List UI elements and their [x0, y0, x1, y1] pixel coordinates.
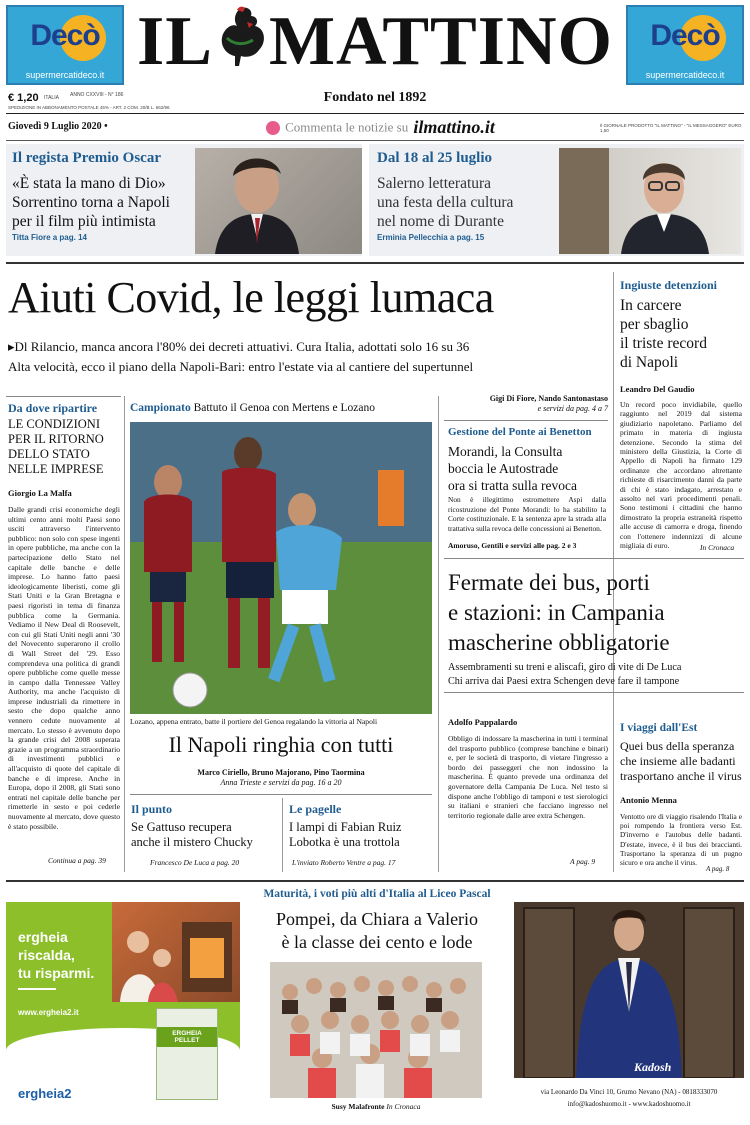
sport-headline[interactable]: Il Napoli ringhia con tutti [168, 732, 394, 757]
kadosh-logo: Kadosh [634, 1060, 672, 1074]
ergheia-photo [112, 902, 240, 1002]
punto-kicker: Il punto [131, 802, 173, 816]
center-column-rule [438, 396, 439, 872]
punto-box[interactable] [128, 798, 278, 872]
sidebar-author: Leandro Del Gaudio [620, 384, 695, 394]
masthead-ad-left[interactable] [6, 5, 124, 85]
headline-line: che insieme alle badanti [620, 754, 736, 768]
pagelle-byline: L'inviato Roberto Ventre a pag. 17 [292, 858, 396, 867]
price-note: ITALIA [44, 95, 59, 101]
headline-line: anche il mistero Chucky [131, 835, 253, 849]
masks-ref: A pag. 9 [570, 857, 596, 866]
issue-date: Giovedì 9 Luglio 2020 • [8, 121, 108, 132]
headline-line: LE CONDIZIONI [8, 417, 100, 431]
headline-line: Quei bus della speranza [620, 739, 735, 753]
masks-top-rule [444, 558, 744, 559]
benetton-headline[interactable] [448, 443, 577, 494]
headline-line: I lampi di Fabian Ruiz [289, 820, 402, 834]
pagelle-headline [289, 820, 401, 850]
main-sub1: ▸Dl Rilancio, manca ancora l'80% dei decreti attuativi. Cura Italia, adottati solo 16 su 36 [8, 339, 470, 354]
founded: Fondato nel 1892 [323, 90, 427, 105]
maturita-byline: Susy Malafronte [331, 1102, 385, 1111]
teaser-headline [12, 174, 170, 231]
left-body: Dalle grandi crisi economiche degli ultimi cento anni molti Paesi sono usciti attraverso l'intervento pubblico: non solo con spese ingenti in opere pubbliche, ma anche con la partecipazione dello Stato nel capitale delle banche e delle imprese. Lo hanno fatto paesi ideologicamente liberisti, come gli Stati Uniti e la Gran Bretagna e paesi rigoristi in tema di finanza pubblica come la Germania. Vediamo il New Deal di Roosevelt, con cui gli Stati Uniti negli anni '30 del Novecento superarono il crollo di Wall Street del '29. Esso comprendeva una politica di grandi opere pubbliche come quelle messe in campo dalla Tennessee Valley Authority, ma anche l'acquisto di imprese industriali da rimettere in sesto che dopo qualche anno vennero cedute nuovamente al mercato. Lo stesso è avvenuto dopo la grande crisi del 2008 superata grazie a un programma straordinario di investimenti pubblici e all'acquisto di quote del capitale di banche e di imprese. Anche in Europa, dopo il 2008, gli Stati sono entrati nel capitale delle banche per rimetterle in sesto e poi cederle nuovamente al mercato, dove questo è stato possibile. [8, 505, 120, 831]
headline-line: Fermate dei bus, porti [448, 570, 650, 595]
masks-body: Obbligo di indossare la mascherina in tutti i terminal del trasporto pubblico (comprese banchine e binari) e, per le società di trasporto, di vietare l'ingresso a bordo dei passeggeri che non indossino la mascherina. È quanto prevede una ordinanza del governatore della Campania De Luca. Nel testo si dispone anche l'obbligo di tamponi e test sierologici su italiani e stranieri che facciano ingresso nel territorio regionale dalle aree extra Schengen. [448, 734, 608, 820]
main-headline[interactable]: Aiuti Covid, le leggi lumaca [8, 273, 494, 322]
comment-prefix: Commenta le notizie su [285, 119, 409, 135]
sport-kicker-row [130, 402, 375, 414]
masks-sub2: Chi arriva dai Paesi extra Schengen deve fare il tampone [448, 676, 680, 687]
headline-line: una festa della cultura [377, 194, 514, 211]
masks-headline[interactable] [448, 568, 670, 658]
teaser-byline: Titta Fiore a pag. 14 [12, 233, 87, 242]
kadosh-address: via Leonardo Da Vinci 10, Grumo Nevano (NA) - 0818333070 [540, 1088, 718, 1096]
pellet-bag-label: ERGHEIA PELLET [157, 1027, 217, 1047]
viaggi-body: Ventotto ore di viaggio risalendo l'Italia e poi rompendo la frontiera verso Est. D'inverno e l'autobus delle badanti. D'estate, invece, è il bus dei braccianti. Trasportano la speranza di un pugno sicuro e ora anche il virus. [620, 812, 742, 868]
sorrentino-photo [195, 148, 362, 254]
masthead-divider [6, 113, 744, 114]
masks-mid-rule [444, 692, 744, 693]
sidebar-kicker: Ingiuste detenzioni [620, 278, 718, 292]
deco-logo: Decò [30, 19, 100, 52]
sidebar-headline[interactable] [620, 296, 707, 372]
slogan-line: tu risparmi. [18, 965, 95, 981]
headline-line: Salerno letteratura [377, 175, 492, 192]
main-byline: Gigi Di Fiore, Nando Santonastaso [489, 394, 608, 403]
headline-line: Morandi, la Consulta [448, 444, 563, 459]
pagelle-kicker: Le pagelle [289, 802, 342, 816]
sport-kicker: Campionato [130, 402, 191, 414]
rooster-icon [213, 4, 269, 70]
headline-line: trasportano anche il virus [620, 769, 742, 783]
teaser-headline [377, 174, 513, 231]
kadosh-ad[interactable] [514, 902, 744, 1118]
title-part2: MATTINO [268, 3, 613, 80]
benetton-kicker: Gestione del Ponte ai Benetton [448, 426, 592, 438]
teaser-sorrentino[interactable] [6, 144, 362, 256]
maturita-ref: In Cronaca [386, 1102, 421, 1111]
masks-sub1: Assembramenti su treni e aliscafi, giro di vite di De Luca [448, 662, 682, 673]
punto-headline [131, 820, 253, 850]
maturita-headline[interactable] [248, 908, 506, 954]
main-services: e servizi da pag. 4 a 7 [537, 404, 608, 413]
headline-line: di Napoli [620, 354, 679, 371]
sidebar-body: Un record poco invidiabile, quello raggiunto nel 2019 dal sistema giudiziario napoletano. Parliamo del primato in materia di ingiusta detenzione. Secondo la stima del ministero della Giustizia, la Corte di Appello di Napoli ha firmato 129 ordinanze che accordano altrettante richieste di risarcimento danni da parte di chi è stato indagato, arrestato e assolto nel vari procedimenti penali. Sono testimoni i cittadini che hanno dimostrato la propria estraneità rispetto alle accuse di camorra e droga, finendo con l'ottenere indennizzi di alcune migliaia di euro. [620, 400, 742, 551]
left-column-rule [124, 396, 125, 872]
class-photo[interactable] [270, 962, 482, 1098]
masthead-ad-right[interactable] [626, 5, 744, 85]
headline-line: Pompei, da Chiara a Valerio [275, 909, 479, 929]
teaser-kicker: Dal 18 al 25 luglio [377, 150, 493, 166]
headline-line: DELLO STATO [8, 447, 90, 461]
headline-line: è la classe dei cento e lode [281, 932, 473, 952]
deco-logo: Decò [650, 19, 720, 52]
left-kicker: Da dove ripartire [8, 401, 98, 415]
teaser-salerno[interactable] [369, 144, 744, 256]
benetton-body: Non è illegittimo estromettere Aspi dalla ricostruzione del Ponte Morandi: lo ha stabilito la Corte costituzionale. E la sentenza apre la strada alla trattativa sulla revoca delle concessioni ai Benetton. [448, 495, 606, 533]
headline-line: per sbaglio [620, 316, 689, 333]
teaser-byline: Erminia Pellecchia a pag. 15 [377, 233, 485, 242]
headline-line: ora si tratta sulla revoca [448, 478, 577, 493]
viaggi-headline[interactable] [620, 739, 742, 784]
sport-kicker-rest: Battuto il Genoa con Mertens e Lozano [193, 402, 375, 414]
comment-bar[interactable] [266, 117, 495, 139]
legal-left: SPEDIZIONE IN ABBONAMENTO POSTALE 45% - ART. 2 COM. 20/B L. 662/96 [8, 105, 170, 110]
kadosh-contact[interactable]: info@kadoshuomo.it - www.kadoshuomo.it [567, 1100, 691, 1108]
sport-caption: Lozano, appena entrato, batte il portiere del Genoa regalando la vittoria al Napoli [130, 717, 378, 726]
headline-line: Sorrentino torna a Napoli [12, 194, 170, 211]
date-divider [6, 140, 744, 141]
issue-info: ANNO CXXVIII - N° 186 [70, 92, 124, 98]
slogan-line: riscalda, [18, 947, 75, 963]
ergheia-logo: ergheia2 [18, 1086, 72, 1101]
comment-icon [266, 121, 280, 135]
sidebar-ref: In Cronaca [700, 543, 735, 552]
viaggi-ref: A pag. 8 [706, 865, 730, 873]
sport-byline: Marco Ciriello, Bruno Majorano, Pino Taormina [197, 768, 365, 777]
teaser-kicker: Il regista Premio Oscar [12, 150, 161, 166]
deco-site: supermercatideco.it [25, 70, 105, 80]
ergheia-site[interactable]: www.ergheia2.it [18, 1008, 79, 1017]
left-author: Giorgio La Malfa [8, 488, 72, 498]
title-part1: IL [137, 3, 213, 80]
headline-line: Se Gattuso recupera [131, 820, 232, 834]
punto-byline: Francesco De Luca a pag. 20 [150, 858, 240, 867]
benetton-rule [444, 420, 608, 421]
left-continue: Continua a pag. 39 [48, 856, 106, 865]
deco-site: supermercatideco.it [645, 70, 725, 80]
punto-rule [282, 798, 283, 872]
main-sub2: Alta velocità, ecco il piano della Napoli-Bari: entro l'estate via al cantiere del supertunnel [8, 359, 474, 374]
viaggi-kicker: I viaggi dall'Est [620, 722, 698, 734]
comment-site[interactable]: ilmattino.it [413, 117, 495, 137]
newspaper-title [130, 2, 620, 82]
durante-photo [559, 148, 741, 254]
pellet-bag [156, 1008, 218, 1100]
headline-line: In carcere [620, 297, 682, 314]
headline-line: il triste record [620, 335, 707, 352]
headline-line: PER IL RITORNO [8, 432, 104, 446]
headline-line: «È stata la mano di Dio» [12, 175, 166, 192]
headline-line: NELLE IMPRESE [8, 462, 104, 476]
left-headline[interactable] [8, 417, 104, 477]
headline-line: boccia le Autostrade [448, 461, 559, 476]
headline-line: per il film più intimista [12, 213, 156, 230]
sport-bottom-rule [130, 794, 432, 795]
headline-line: e stazioni: in Campania [448, 600, 665, 625]
maturita-kicker: Maturità, i voti più alti d'Italia al Liceo Pascal [263, 888, 491, 900]
slogan-line: ergheia [18, 929, 68, 945]
teaser-divider [6, 262, 744, 264]
benetton-byline: Amoruso, Gentili e servizi alle pag. 2 e 3 [448, 541, 577, 550]
bottom-section-rule [6, 880, 744, 882]
legal-right: Il GIORNALE PRODOTTO "IL MATTINO" - "IL MESSAGGERO" EURO 1,50 [600, 123, 742, 133]
left-top-rule [6, 396, 121, 397]
sport-photo[interactable] [130, 422, 432, 714]
ergheia-slogan [18, 928, 94, 982]
headline-line: nel nome di Durante [377, 213, 504, 230]
price: € 1,20 [8, 92, 39, 104]
viaggi-author: Antonio Menna [620, 795, 677, 805]
ergheia-ad[interactable] [6, 902, 240, 1118]
sport-byline2: Anna Trieste e servizi da pag. 16 a 20 [220, 778, 342, 787]
masks-author: Adolfo Pappalardo [448, 717, 518, 727]
kadosh-photo [514, 902, 744, 1118]
ergheia-divider [18, 988, 56, 990]
headline-line: mascherine obbligatorie [448, 630, 670, 655]
pagelle-box[interactable] [286, 798, 434, 872]
maturita-byline-row [270, 1102, 482, 1111]
headline-line: Lobotka è una trottola [289, 835, 400, 849]
